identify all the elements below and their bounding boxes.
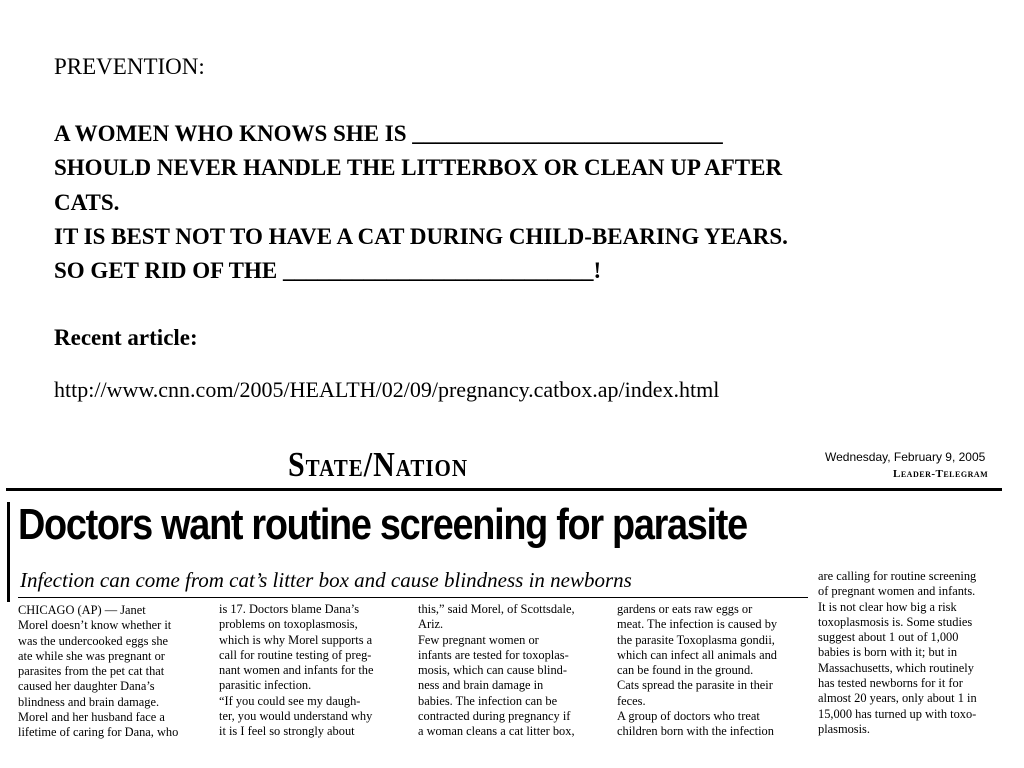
newspaper-name: Leader-Telegram [893,468,989,480]
deck-rule [18,597,808,598]
article-deck: Infection can come from cat’s litter box and cause blindness in newborns [20,568,632,592]
publication-date: Wednesday, February 9, 2005 [825,450,986,464]
slide-line: SHOULD NEVER HANDLE THE LITTERBOX OR CLEAN UP AFTER [54,155,783,180]
newspaper-clipping [0,440,1024,768]
slide-line: A WOMEN WHO KNOWS SHE IS ___________________________ [54,121,723,146]
slide-line: IT IS BEST NOT TO HAVE A CAT DURING CHILD-BEARING YEARS. [54,224,788,249]
article-headline: Doctors want routine screening for parasite [18,500,747,549]
article-column: CHICAGO (AP) — Janet Morel doesn’t know whether it was the undercooked eggs she ate while she was pregnant or parasites from the pet cat that caused her daughter Dana’s blindness and brain damage. Morel and her husband face a lifetime of caring for Dana, who [18,603,179,740]
headline-bar [7,502,10,602]
article-url: http://www.cnn.com/2005/HEALTH/02/09/pregnancy.catbox.ap/index.html [54,377,720,402]
slide-line: SO GET RID OF THE ___________________________! [54,258,602,283]
article-column: are calling for routine screening of pregnant women and infants. It is not clear how big a risk toxoplasmosis is. Some studies suggest about 1 out of 1,000 babies is born with it; but in Massachusetts, which routinely has tested newborns for it for almost 20 years, only about 1 in 15,000 has turned up with toxo- plasmosis. [818,569,977,736]
slide-line: CATS. [54,190,120,215]
recent-article-label: Recent article: [54,325,198,350]
slide-heading: PREVENTION: [54,54,205,79]
article-column: is 17. Doctors blame Dana’s problems on toxoplasmosis, which is why Morel supports a call for routine testing of preg- nant women and infants for the parasitic infection. “If you could see my daugh- ter, you would understand why it is I feel so strongly about [219,602,374,739]
section-masthead: State/Nation [288,446,469,484]
masthead-rule [6,488,1002,491]
article-column: this,” said Morel, of Scottsdale, Ariz. Few pregnant women or infants are tested for toxoplas- mosis, which can cause blind- ness and brain damage in babies. The infection can be contracted during pregnancy if a woman cleans a cat litter box, [418,602,575,739]
article-column: gardens or eats raw eggs or meat. The infection is caused by the parasite Toxoplasma gondii, which can infect all animals and can be found in the ground. Cats spread the parasite in their feces. A group of doctors who treat children born with the infection [617,602,778,739]
